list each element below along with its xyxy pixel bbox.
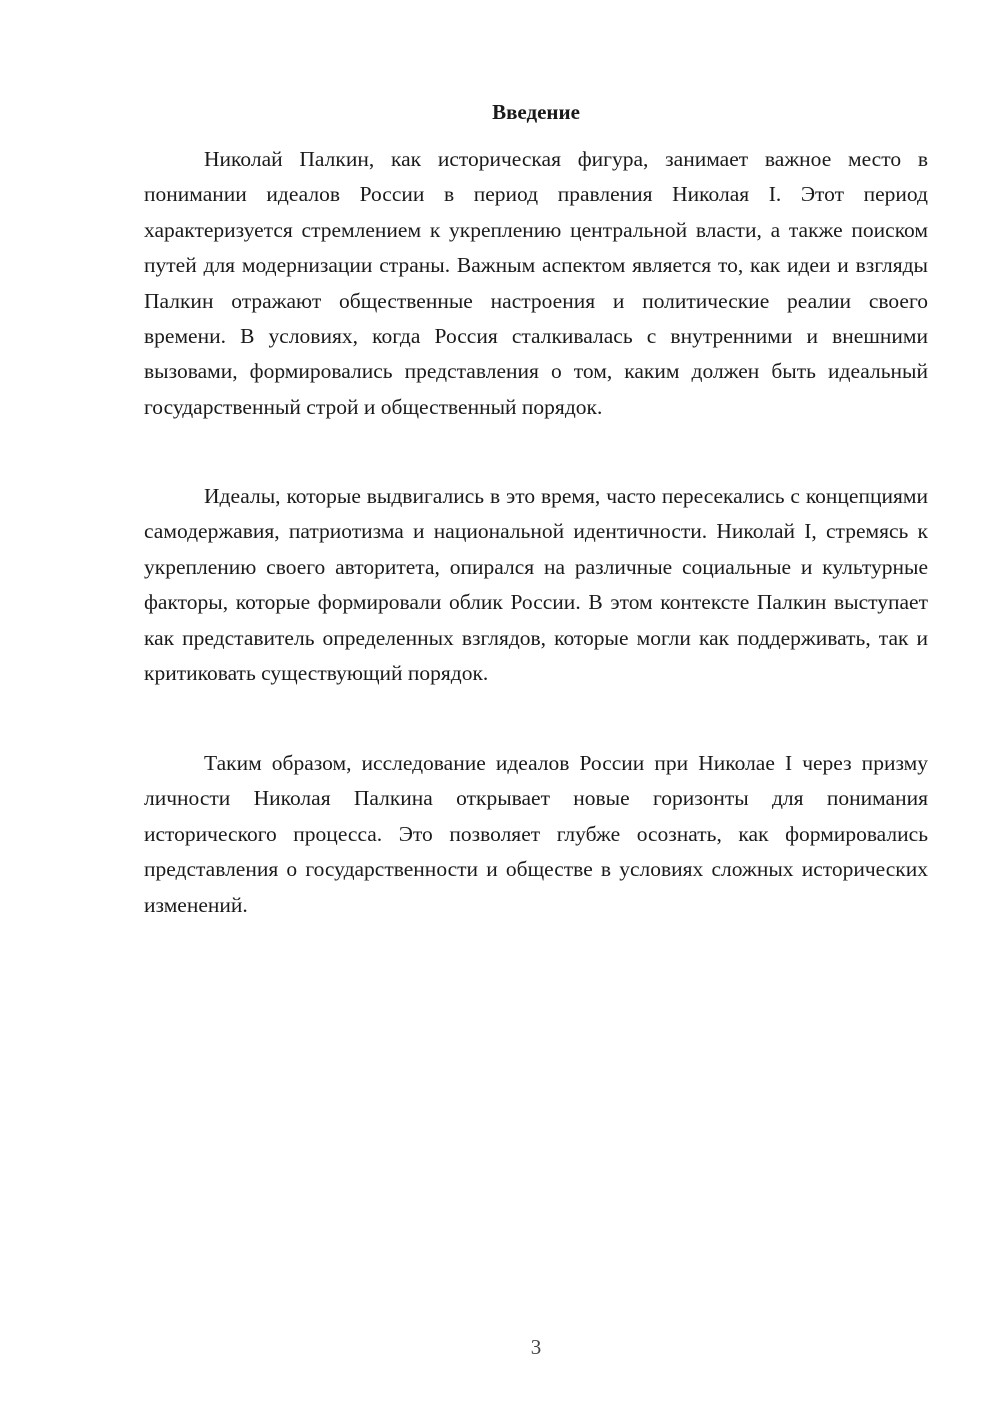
section-heading: Введение [492,100,580,124]
paragraph-2: Идеалы, которые выдвигались в это время, часто пересекались с концепциями самодержавия, патриотизма и национальной идентичности. Николай I, стремясь к укреплению своего авторитета, опирался на различные социальные и культурные факторы, которые формировали облик России. В этом контексте Палкин выступает как представитель определенных взглядов, которые могли как поддерживать, так и критиковать существующий порядок. [144,484,928,686]
paragraph-1: Николай Палкин, как историческая фигура, занимает важное место в понимании идеалов России в период правления Николая I. Этот период характеризуется стремлением к укреплению центральной власти, а также поиском путей для модернизации страны. Важным аспектом является то, как идеи и взгляды Палкин отражают общественные настроения и политические реалии своего времени. В условиях, когда Россия сталкивалась с внутренними и внешними вызовами, формировались представления о том, каким должен быть идеальный государственный строй и общественный порядок. [144,147,928,419]
paragraph-3: Таким образом, исследование идеалов России при Николае I через призму личности Николая Палкина открывает новые горизонты для понимания исторического процесса. Это позволяет глубже осознать, как формировались представления о государственности и обществе в условиях сложных исторических изменений. [144,751,928,917]
page-number: 3 [530,1335,542,1359]
